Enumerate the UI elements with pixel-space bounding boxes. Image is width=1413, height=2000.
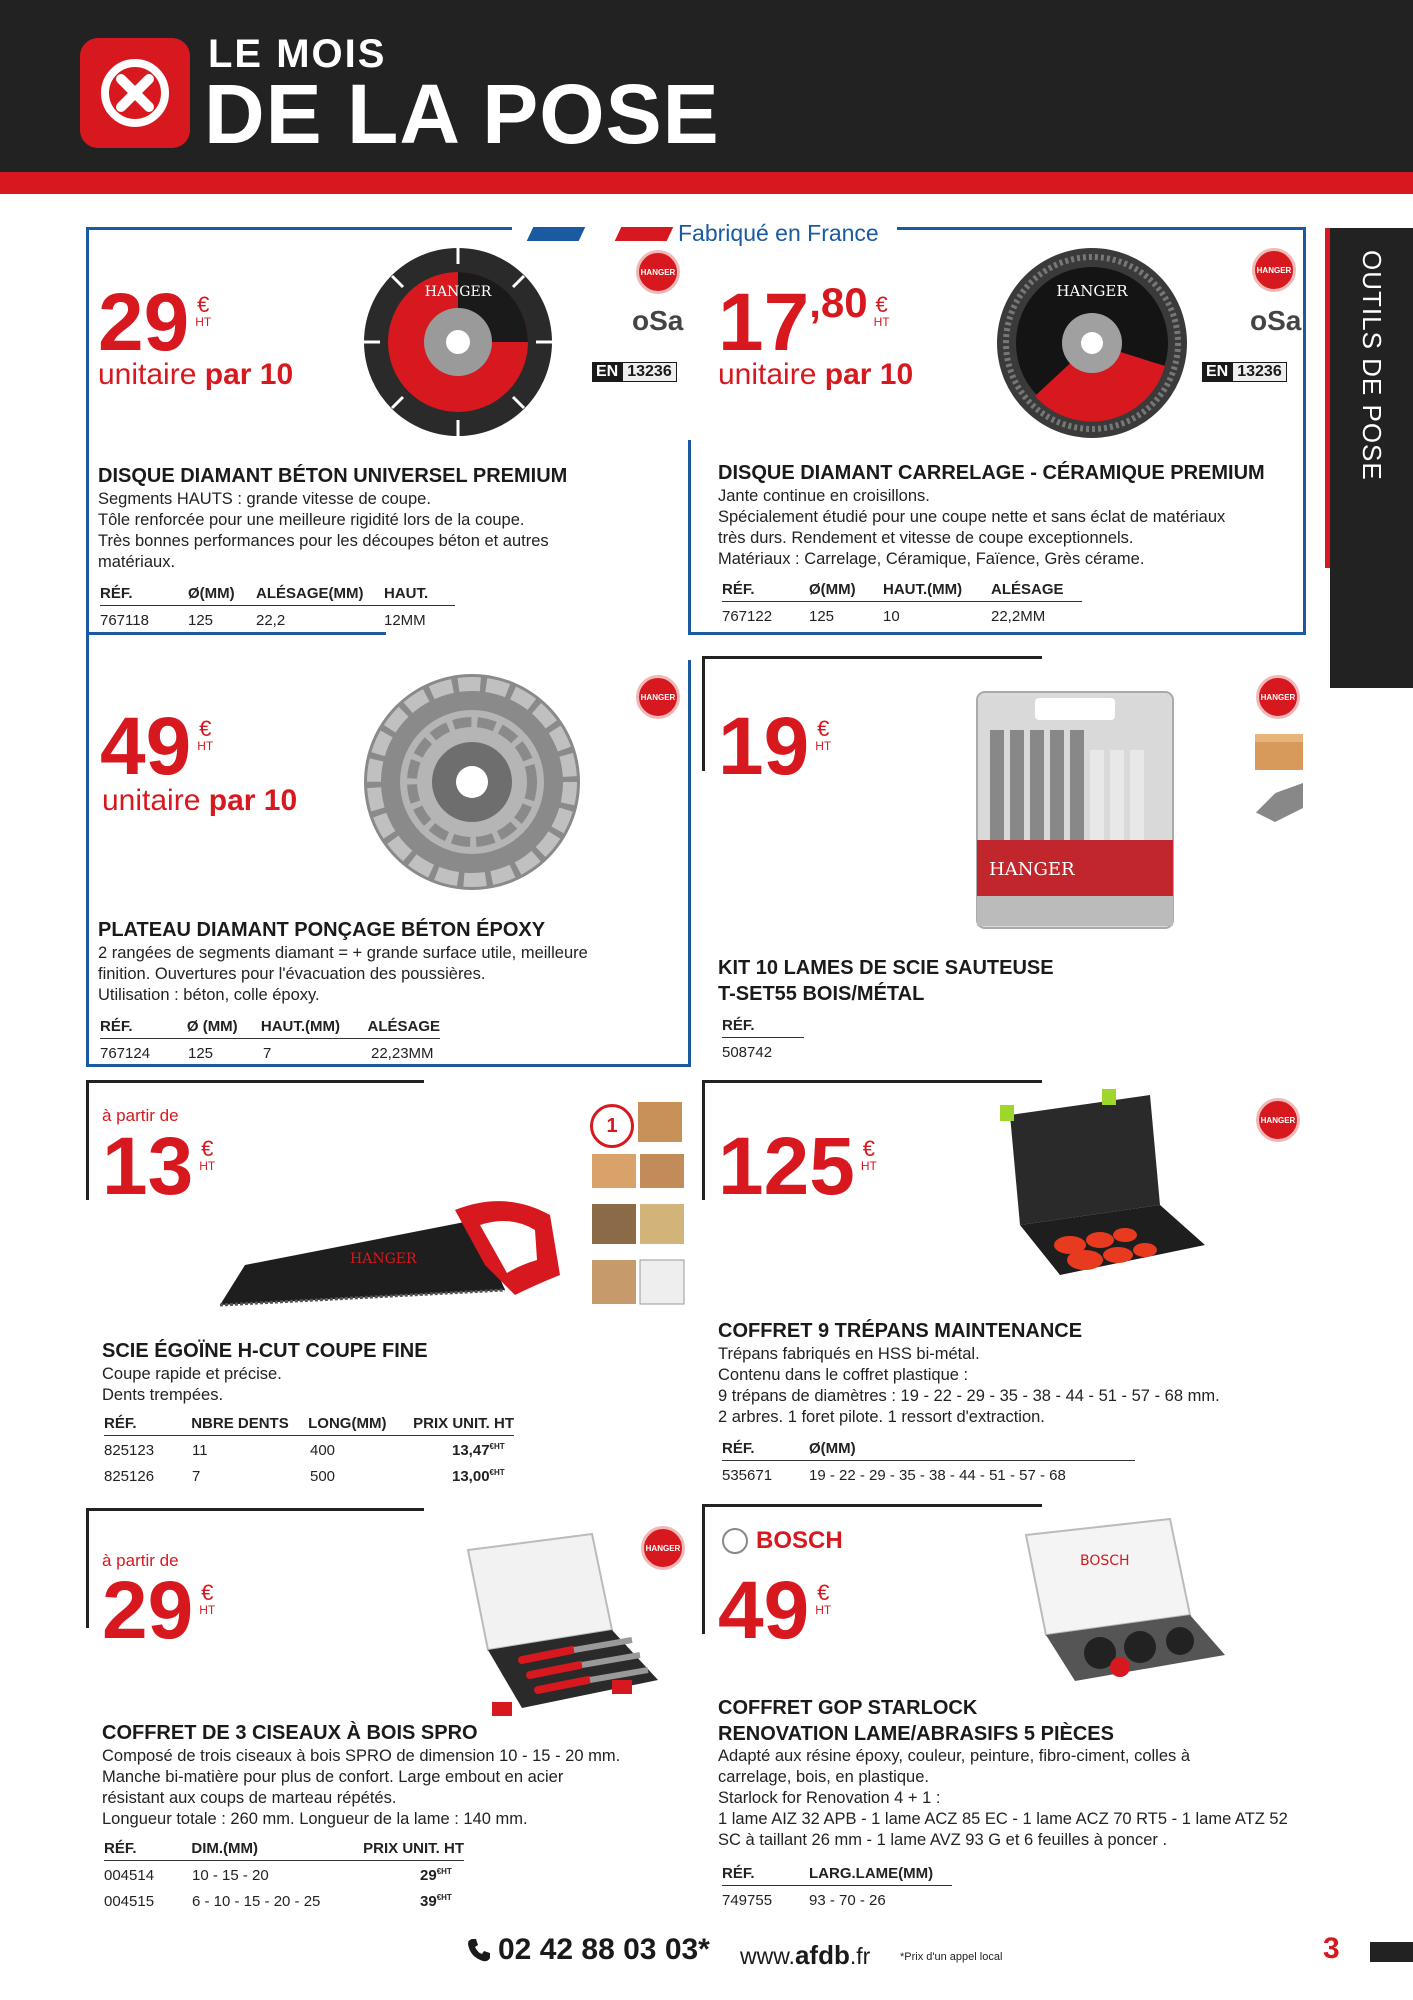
p7-frame-top	[86, 1508, 424, 1511]
blue-frame-divider	[688, 440, 691, 635]
p7-hanger-badge: HANGER	[641, 1526, 685, 1570]
p2-tile-disc-image	[995, 246, 1189, 440]
p4-spec-table: RÉF. 508742	[722, 1017, 804, 1070]
blue-frame-left	[86, 227, 89, 1067]
p1-description: Segments HAUTS : grande vitesse de coupe. Tôle renforcée pour une meilleure rigidité lors de la coupe. Très bonnes performances pour les découpes béton et autres matériaux.	[98, 490, 549, 572]
bosch-brand: BOSCH	[722, 1527, 843, 1555]
title-small: LE MOIS	[208, 32, 387, 76]
table-row: 535671 19 - 22 - 29 - 35 - 38 - 44 - 51 - 57 - 68	[722, 1467, 1066, 1484]
title-big: DE LA POSE	[204, 67, 720, 161]
x-logo-icon	[95, 53, 175, 133]
p5-frame-left	[86, 1080, 89, 1200]
footer-note: *Prix d'un appel local	[900, 1951, 1003, 1963]
p5-material-icons	[590, 1100, 690, 1310]
table-row: 767122 125 10 22,2MM	[722, 608, 1046, 625]
p7-price: 29 € HT	[102, 1565, 216, 1656]
footer-phone[interactable]: 02 42 88 03 03*	[466, 1933, 710, 1967]
p1-unit: unitaire par 10	[98, 358, 294, 391]
flag-white	[590, 227, 610, 241]
p2-description: Jante continue en croisillons. Spécialement étudié pour une coupe nette et sans éclat de matériaux très durs. Rendement et vitesse de coupe exceptionnels. Matériaux : Carrelage, Céramique, Faïence, Grès cérame.	[718, 487, 1226, 569]
p7-from-label: à partir de	[102, 1551, 179, 1570]
made-in-france-text: Fabriqué en France	[678, 220, 879, 246]
p4-frame-top	[702, 656, 1042, 659]
table-row: 749755 93 - 70 - 26	[722, 1892, 886, 1909]
p2-unit: unitaire par 10	[718, 358, 914, 391]
p6-title: COFFRET 9 TRÉPANS MAINTENANCE	[718, 1320, 1083, 1342]
p2-hanger-badge: HANGER	[1252, 248, 1296, 292]
p8-price: 49 € HT	[718, 1565, 832, 1656]
p5-from-label: à partir de	[102, 1106, 179, 1125]
table-row: 767118 125 22,2 12MM	[100, 612, 426, 629]
p5-spec-table: RÉF. NBRE DENTS LONG(MM) PRIX UNIT. HT 825123 11 400 $13,47^{€HT}$ 825126 7 500 $13,00^{€HT}$	[104, 1415, 514, 1485]
page-bar	[1370, 1942, 1413, 1962]
metal-material-icon	[1255, 782, 1303, 822]
p6-spec-table: RÉF. Ø(MM) 535671 19 - 22 - 29 - 35 - 38 - 44 - 51 - 57 - 68	[722, 1440, 1135, 1493]
p5-description: Coupe rapide et précise. Dents trempées.	[102, 1365, 282, 1405]
p7-spec-table: RÉF. DIM.(MM) PRIX UNIT. HT 004514 10 - 15 - 20 $29^{€HT}$ 004515 6 - 10 - 15 - 20 - 25 $39^{€HT}$	[104, 1840, 464, 1910]
bosch-logo-icon	[722, 1528, 748, 1554]
svg-text:HANGER: HANGER	[1056, 282, 1128, 300]
p5-frame-top	[86, 1080, 424, 1083]
p2-title: DISQUE DIAMANT CARRELAGE - CÉRAMIQUE PREMIUM	[718, 462, 1265, 484]
p2-osa-logo: oSa	[1250, 305, 1302, 336]
p3-spec-table: RÉF. Ø (MM) HAUT.(MM) ALÉSAGE 767124 125 7 22,23MM	[100, 1018, 440, 1062]
svg-text:HANGER: HANGER	[989, 859, 1075, 880]
p6-holesaw-case-image	[990, 1085, 1210, 1280]
svg-text:HANGER: HANGER	[350, 1251, 417, 1267]
p3-unit: unitaire par 10	[102, 784, 298, 817]
p8-spec-table: RÉF. LARG.LAME(MM) 749755 93 - 70 - 26	[722, 1865, 952, 1918]
p4-frame-left	[702, 656, 705, 771]
p7-description: Composé de trois ciseaux à bois SPRO de dimension 10 - 15 - 20 mm. Manche bi-matière pour plus de confort. Large embout en acier résistant aux coups de marteau répétés. Longueur totale : 260 mm. Longueur de la lame : 140 mm.	[102, 1747, 621, 1829]
phone-icon	[466, 1937, 492, 1963]
p7-title: COFFRET DE 3 CISEAUX À BOIS SPRO	[102, 1722, 478, 1744]
p5-price: 13 € HT	[102, 1121, 216, 1212]
brand-logo	[80, 38, 190, 148]
p5-title: SCIE ÉGOÏNE H-CUT COUPE FINE	[102, 1340, 428, 1362]
wood-material-icon	[1255, 734, 1303, 772]
p3-cup-wheel-image	[360, 670, 584, 894]
p1-diamond-disc-image	[362, 246, 554, 438]
p3-title: PLATEAU DIAMANT PONÇAGE BÉTON ÉPOXY	[98, 919, 546, 941]
p3-description: 2 rangées de segments diamant = + grande surface utile, meilleure finition. Ouvertures pour l'évacuation des poussières. Utilisation : béton, colle époxy.	[98, 944, 588, 1005]
p4-title: KIT 10 LAMES DE SCIE SAUTEUSE T-SET55 BOIS/MÉTAL	[718, 957, 1054, 1005]
p8-frame-top	[702, 1504, 1042, 1507]
flag-red	[615, 227, 674, 241]
p1-price: 29 € HT	[98, 277, 212, 368]
p7-chisel-case-image	[462, 1530, 662, 1730]
p2-en-badge: EN 13236	[1202, 362, 1287, 382]
p1-osa-logo: oSa	[632, 305, 684, 336]
footer-website[interactable]: www.afdb.fr	[740, 1940, 871, 1970]
flag-blue	[527, 227, 586, 241]
table-row: 004515 6 - 10 - 15 - 20 - 25 $39^{€HT}$	[104, 1893, 452, 1910]
page-number: 3	[1323, 1932, 1340, 1965]
p6-frame-left	[702, 1080, 705, 1200]
blue-frame-p3-right	[688, 660, 691, 1067]
p7-frame-left	[86, 1508, 89, 1628]
p8-title: COFFRET GOP STARLOCK RENOVATION LAME/ABRASIFS 5 PIÈCES	[718, 1697, 1114, 1745]
p4-jigsaw-blades-image	[975, 690, 1175, 930]
p6-hanger-badge: HANGER	[1256, 1098, 1300, 1142]
made-in-france	[512, 220, 897, 247]
p1-title: DISQUE DIAMANT BÉTON UNIVERSEL PREMIUM	[98, 465, 568, 487]
svg-text:BOSCH: BOSCH	[1080, 1553, 1130, 1569]
p2-price: 17,80 € HT	[718, 277, 890, 368]
side-tab-label: OUTILS DE POSE	[1357, 250, 1387, 481]
svg-text:HANGER: HANGER	[424, 284, 492, 300]
table-row: 825126 7 500 $13,00^{€HT}$	[104, 1468, 505, 1485]
p4-hanger-badge: HANGER	[1256, 675, 1300, 719]
p2-spec-table: RÉF. Ø(MM) HAUT.(MM) ALÉSAGE 767122 125 10 22,2MM	[722, 581, 1082, 634]
p8-description: Adapté aux résine époxy, couleur, peinture, fibro-ciment, colles à carrelage, bois, en plastique. Starlock for Renovation 4 + 1 : 1 lame AIZ 32 APB - 1 lame ACZ 85 EC - 1 lame ACZ 70 RT5 - 1 lame ATZ 52 SC à taillant 26 mm - 1 lame AVZ 93 G et 6 feuilles à poncer .	[718, 1747, 1288, 1850]
p8-frame-left	[702, 1504, 705, 1634]
header-red-stripe	[0, 172, 1413, 194]
p4-price: 19 € HT	[718, 701, 832, 792]
p6-frame-top	[702, 1080, 1042, 1083]
table-row: 508742	[722, 1044, 773, 1061]
blue-frame-right	[1303, 227, 1306, 635]
p6-description: Trépans fabriqués en HSS bi-métal. Contenu dans le coffret plastique : 9 trépans de diamètres : 19 - 22 - 29 - 35 - 38 - 44 - 51 - 57 - 68 mm. 2 arbres. 1 foret pilote. 1 ressort d'extraction.	[718, 1345, 1220, 1427]
p8-starlock-case-image	[1020, 1515, 1230, 1685]
p3-hanger-badge: HANGER	[636, 675, 680, 719]
p6-price: 125 € HT	[718, 1121, 877, 1212]
p5-handsaw-image	[215, 1195, 565, 1310]
table-row: 004514 10 - 15 - 20 $29^{€HT}$	[104, 1867, 452, 1884]
guarantee-badge: 1	[590, 1104, 634, 1148]
p1-en-badge: EN 13236	[592, 362, 677, 382]
p1-hanger-badge: HANGER	[636, 250, 680, 294]
p3-price: 49 € HT	[100, 701, 214, 792]
table-row: 825123 11 400 $13,47^{€HT}$	[104, 1442, 505, 1459]
p1-spec-table: RÉF. Ø(MM) ALÉSAGE(MM) HAUT. 767118 125 22,2 12MM	[100, 585, 455, 638]
table-row: 767124 125 7 22,23MM	[100, 1045, 434, 1062]
